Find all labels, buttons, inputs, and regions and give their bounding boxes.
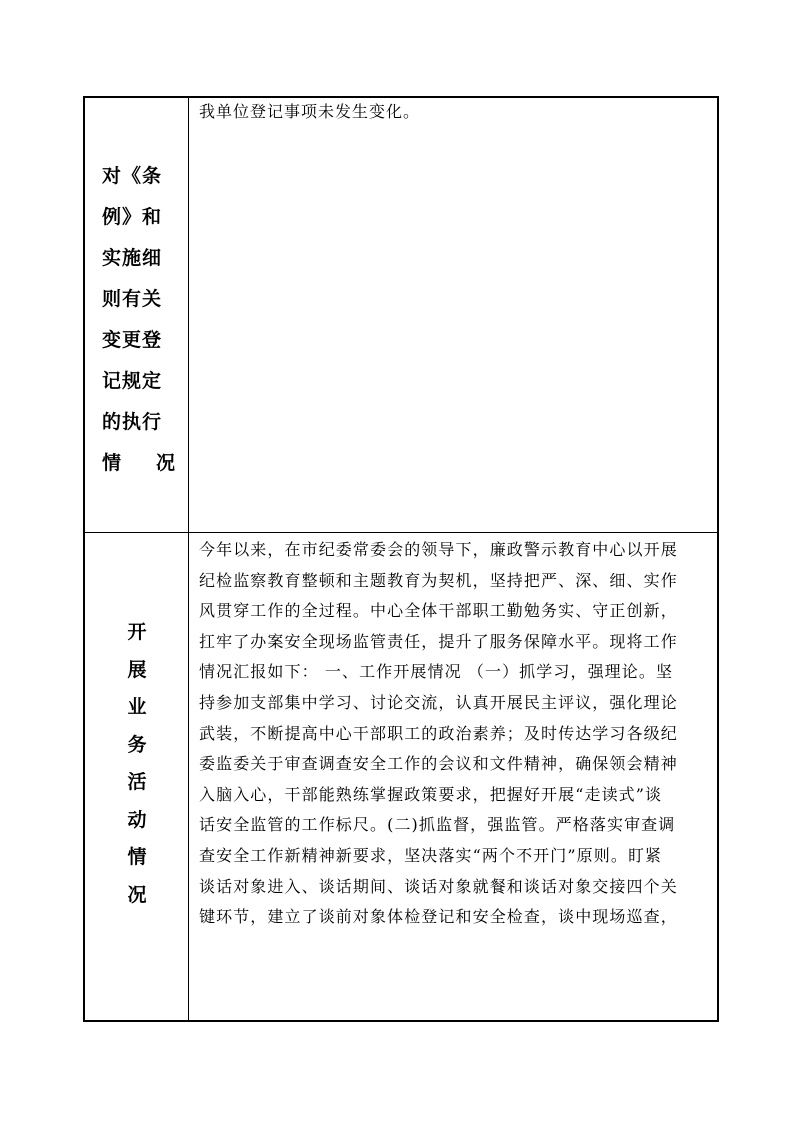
row-label-line: 变更登 bbox=[102, 329, 163, 351]
report-line: 话安全监管的工作标尺。(二)抓监督，强监管。严格落实审查调 bbox=[199, 815, 676, 835]
row-label-char: 情 bbox=[102, 452, 123, 474]
row-label bbox=[102, 156, 177, 484]
row-label-line: 实施细 bbox=[102, 247, 163, 269]
row-label-char: 况 bbox=[156, 452, 177, 474]
row-content-text: 我单位登记事项未发生变化。 bbox=[199, 102, 421, 121]
report-line: 持参加支部集中学习、讨论交流，认真开展民主评议，强化理论 bbox=[199, 692, 678, 712]
form-table bbox=[83, 96, 719, 1022]
row-label-line: 对《条 bbox=[102, 165, 163, 187]
report-line: 纪检监察教育整顿和主题教育为契机，坚持把严、深、细、实作 bbox=[199, 570, 678, 590]
row-label-char: 情 bbox=[127, 846, 147, 868]
report-line: 键环节，建立了谈前对象体检登记和安全检查，谈中现场巡查， bbox=[199, 907, 678, 927]
business-activity-row bbox=[85, 533, 717, 1020]
row-label-cell bbox=[85, 533, 189, 1020]
report-line: 风贯穿工作的全过程。中心全体干部职工勤勉务实、守正创新， bbox=[199, 601, 678, 621]
row-label bbox=[85, 614, 189, 914]
row-label-cell bbox=[85, 98, 189, 532]
report-line: 情况汇报如下： 一、工作开展情况 （一）抓学习，强理论。坚 bbox=[199, 662, 674, 682]
report-paragraph bbox=[199, 535, 714, 933]
row-label-char: 动 bbox=[127, 808, 147, 831]
row-label-line: 则有关 bbox=[102, 288, 163, 310]
report-line: 入脑入心，干部能熟练掌握政策要求，把握好开展“走读式”谈 bbox=[199, 784, 663, 804]
row-label-char: 展 bbox=[127, 658, 147, 681]
row-label-char: 开 bbox=[127, 621, 147, 643]
row-content-cell bbox=[189, 533, 717, 1020]
registration-execution-row bbox=[85, 98, 717, 533]
row-label-char: 活 bbox=[127, 771, 147, 793]
report-line: 委监委关于审查调查安全工作的会议和文件精神，确保领会精神 bbox=[199, 754, 678, 774]
report-line: 谈话对象进入、谈话期间、谈话对象就餐和谈话对象交接四个关 bbox=[199, 876, 678, 896]
row-label-line: 例》和 bbox=[102, 206, 163, 228]
row-label-char: 况 bbox=[127, 883, 147, 906]
row-label-char: 业 bbox=[127, 696, 147, 718]
row-label-line-last bbox=[102, 443, 177, 484]
row-content-cell bbox=[189, 98, 717, 532]
row-label-line: 记规定 bbox=[102, 370, 163, 392]
report-line: 查安全工作新精神新要求，坚决落实“两个不开门”原则。盯紧 bbox=[199, 845, 663, 865]
row-label-line: 的执行 bbox=[102, 411, 163, 433]
row-label-char: 务 bbox=[127, 733, 147, 756]
report-line: 扛牢了办案安全现场监管责任，提升了服务保障水平。现将工作 bbox=[199, 631, 678, 651]
report-line: 武装，不断提高中心干部职工的政治素养；及时传达学习各级纪 bbox=[199, 723, 678, 743]
report-line: 今年以来，在市纪委常委会的领导下，廉政警示教育中心以开展 bbox=[199, 540, 678, 559]
